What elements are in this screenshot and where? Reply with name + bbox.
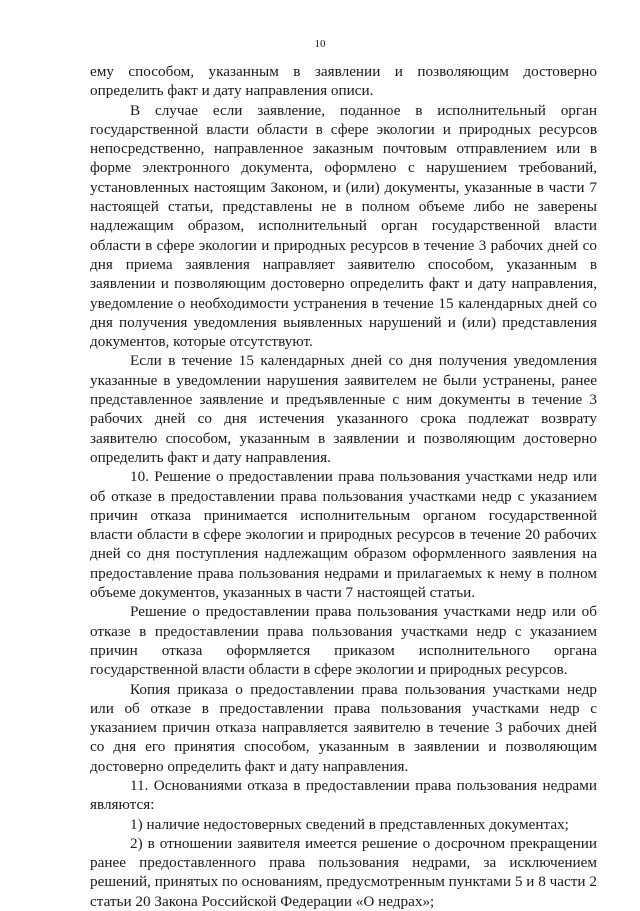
paragraph-return-documents: Если в течение 15 календарных дней со дня получения уведомления указанные в уведомлении нарушения заявителем не были устранены, ранее представленное заявление и предъявленные с ним документы в течение 3 рабочих дней со дня истечения указанного срока подлежат возврату заявителю способом, указанным в заявлении и позволяющим достоверно определить факт и дату направления.	[90, 352, 597, 466]
paragraph-ground-2: 2) в отношении заявителя имеется решение о досрочном прекращении ранее предоставленного права пользования недрами, за исключением решений, принятых по основаниям, предусмотренным пунктами 5 и 8 части 2 статьи 20 Закона Российской Федерации «О недрах»;	[90, 834, 597, 910]
paragraph-incomplete-application: В случае если заявление, поданное в исполнительный орган государственной власти области в сфере экологии и природных ресурсов непосредственно, направленное заказным почтовым отправлением или в форме электронного документа, оформлено с нарушением требований, установленных настоящим Законом, и (или) документы, указанные в части 7 настоящей статьи, представлены не в полном объеме либо не заверены надлежащим образом, исполнительный орган государственной власти области в сфере экологии и природных ресурсов в течение 3 рабочих дней со дня приема заявления направляет заявителю способом, указанным в заявлении и позволяющим достоверно определить факт и дату направления, уведомление о необходимости устранения в течение 15 календарных дней со дня получения уведомления выявленных нарушений и (или) представления документов, которые отсутствуют.	[90, 101, 597, 351]
paragraph-continuation: ему способом, указанным в заявлении и позволяющим достоверно определить факт и дату направления описи.	[90, 63, 597, 100]
paragraph-ground-1: 1) наличие недостоверных сведений в представленных документах;	[130, 815, 569, 833]
document-body	[90, 62, 597, 911]
page-number: 10	[314, 38, 326, 50]
paragraph-order-copy: Копия приказа о предоставлении права пользования участками недр или об отказе в предоставлении права пользования участками недр с указанием причин отказа направляется заявителю в течение 3 рабочих дней со дня его принятия способом, указанным в заявлении и позволяющим достоверно определить факт и дату направления.	[90, 680, 597, 775]
paragraph-decision-10: 10. Решение о предоставлении права пользования участками недр или об отказе в предоставлении права пользования участками недр с указанием причин отказа принимается исполнительным органом государственной власти области в сфере экологии и природных ресурсов в течение 20 рабочих дней со дня поступления надлежащим образом оформленного заявления на предоставление права пользования недрами и прилагаемых к нему в полном объеме документов, указанных в части 7 настоящей статьи.	[90, 468, 597, 602]
paragraph-decision-form: Решение о предоставлении права пользования участками недр или об отказе в предоставлении права пользования участками недр с указанием причин отказа оформляется приказом исполнительного органа государственной власти области в сфере экологии и природных ресурсов.	[90, 603, 597, 679]
paragraph-refusal-grounds-11: 11. Основаниями отказа в предоставлении права пользования недрами являются:	[90, 776, 597, 814]
